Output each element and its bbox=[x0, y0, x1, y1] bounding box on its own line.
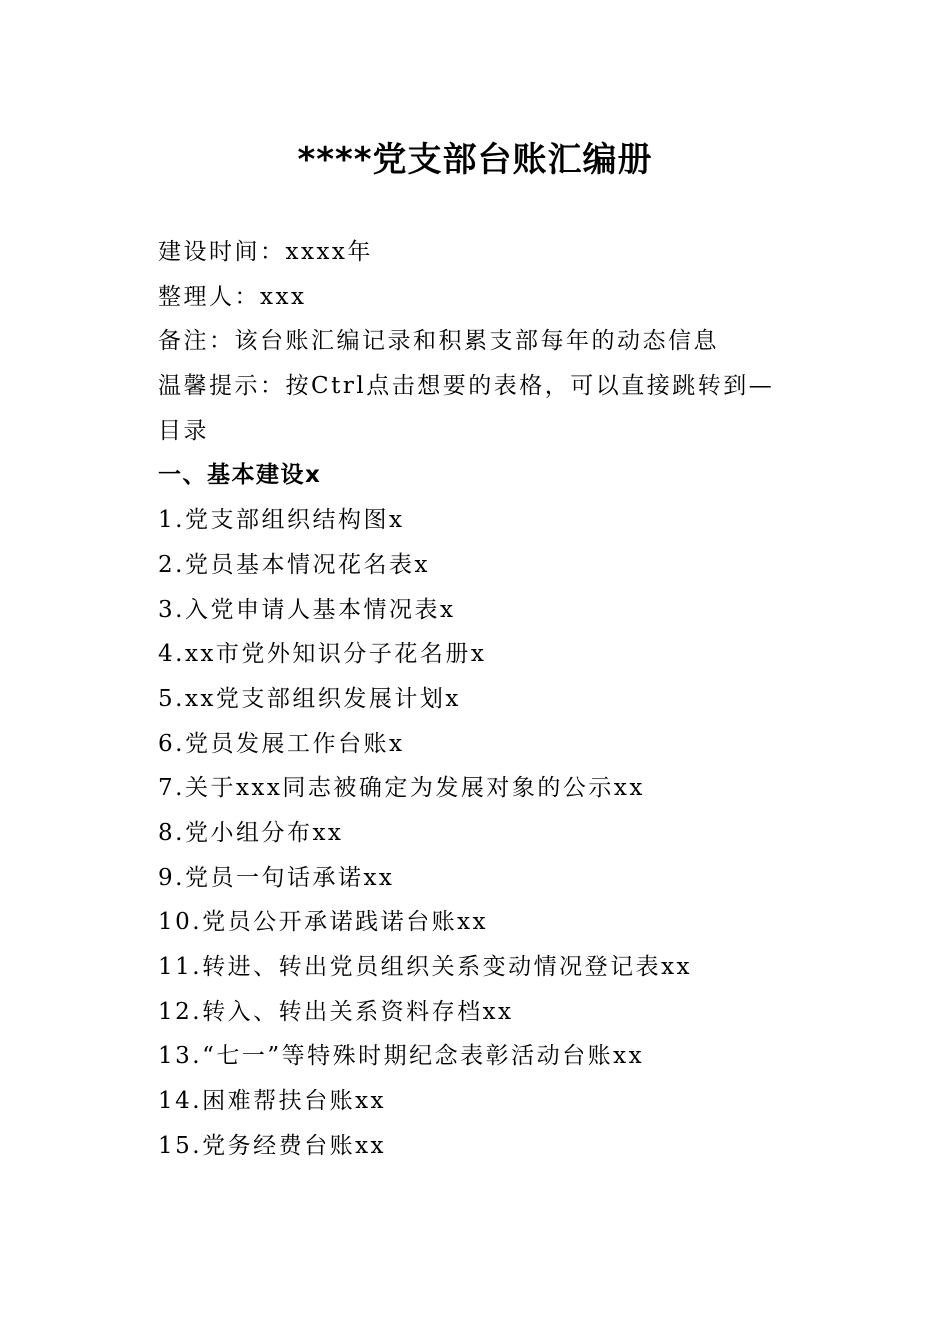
toc-item[interactable]: 12.转入、转出关系资料存档xx bbox=[158, 998, 514, 1025]
toc-item[interactable]: 4.xx市党外知识分子花名册x bbox=[158, 641, 487, 668]
toc-item[interactable]: 9.党员一句话承诺xx bbox=[158, 864, 395, 891]
meta-build-time: 建设时间：xxxx年 bbox=[158, 239, 373, 265]
toc-item[interactable]: 5.xx党支部组织发展计划x bbox=[158, 685, 461, 712]
toc-item[interactable]: 13.“七一”等特殊时期纪念表彰活动台账xx bbox=[158, 1043, 645, 1070]
toc-item[interactable]: 10.党员公开承诺践诺台账xx bbox=[158, 909, 489, 936]
toc-item[interactable]: 2.党员基本情况花名表x bbox=[158, 551, 430, 578]
toc-item[interactable]: 7.关于xxx同志被确定为发展对象的公示xx bbox=[158, 775, 645, 802]
toc-item[interactable]: 6.党员发展工作台账x bbox=[158, 730, 405, 757]
meta-tip: 温馨提示：按Ctrl点击想要的表格，可以直接跳转到— bbox=[158, 373, 775, 400]
toc-section-basic-construction[interactable]: 一、基本建设x bbox=[158, 462, 322, 489]
meta-note: 备注：该台账汇编记录和积累支部每年的动态信息 bbox=[158, 328, 719, 355]
toc-item[interactable]: 1.党支部组织结构图x bbox=[158, 507, 405, 534]
toc-item[interactable]: 15.党务经费台账xx bbox=[158, 1132, 387, 1159]
toc-heading: 目录 bbox=[158, 417, 209, 444]
document-title: ****党支部台账汇编册 bbox=[297, 140, 653, 180]
toc-item[interactable]: 14.困难帮扶台账xx bbox=[158, 1088, 387, 1115]
toc-item[interactable]: 8.党小组分布xx bbox=[158, 819, 344, 846]
meta-organizer: 整理人：xxx bbox=[158, 283, 307, 310]
toc-item[interactable]: 11.转进、转出党员组织关系变动情况登记表xx bbox=[158, 954, 693, 980]
document-body bbox=[158, 230, 818, 1168]
toc-item[interactable]: 3.入党申请人基本情况表x bbox=[158, 596, 456, 623]
